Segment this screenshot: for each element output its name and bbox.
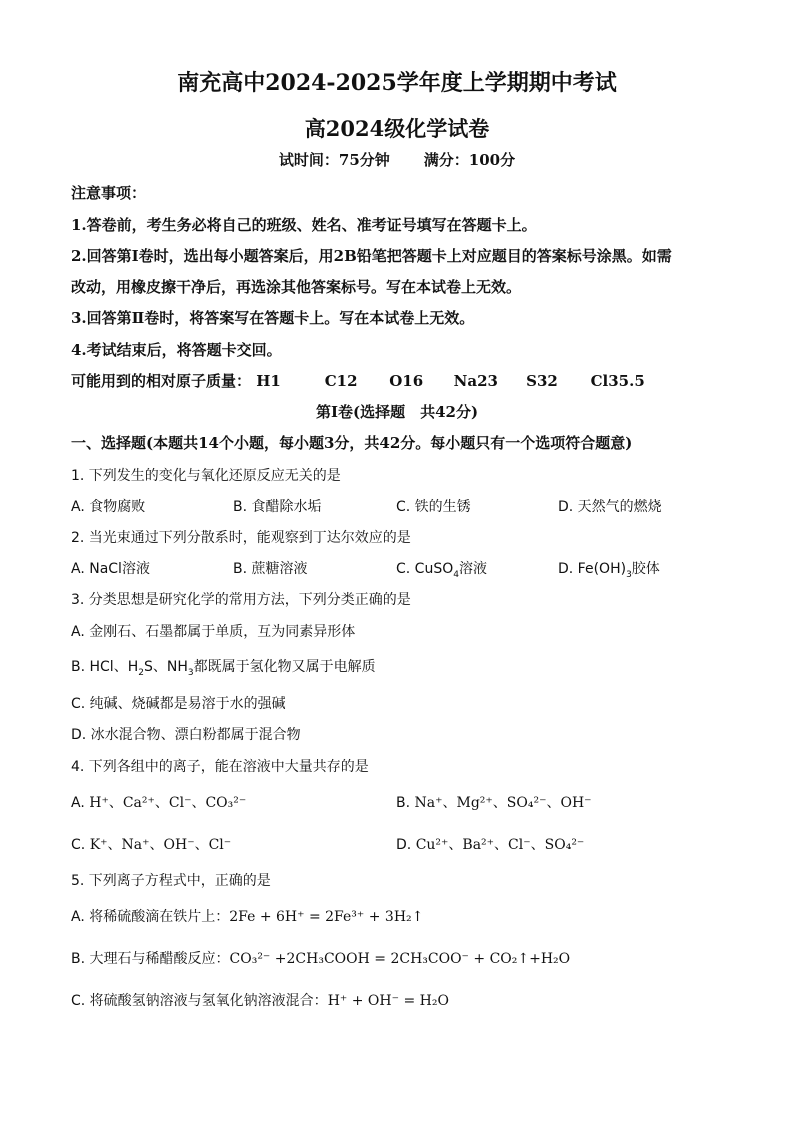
option-d: D. 天然气的燃烧 [558, 499, 662, 515]
option-b: B. 食醋除水垢 [233, 499, 322, 515]
atomic-mass-line [71, 370, 645, 391]
option-a [71, 792, 246, 812]
option-c-subscript: 4 [453, 569, 459, 580]
option-d-ions: Cu²⁺、Ba²⁺、Cl⁻、SO₄²⁻ [415, 837, 585, 853]
section-title: 第Ⅰ卷(选择题 共42分) [315, 403, 479, 421]
option-b [71, 656, 376, 678]
atomic-mass: S32 [526, 372, 558, 390]
atomic-mass: O16 [389, 372, 424, 390]
option-d-text: D. Fe(OH) [558, 561, 627, 577]
atomic-mass: Na23 [453, 372, 498, 390]
option-d-suffix: 胶体 [631, 561, 660, 577]
option-a-label: A. [71, 795, 85, 811]
option-b-text: 都既属于氢化物又属于电解质 [193, 659, 376, 675]
notice-item: 改动，用橡皮擦干净后，再选涂其他答案标号。写在本试卷上无效。 [71, 278, 522, 296]
option-c-ions: K⁺、Na⁺、OH⁻、Cl⁻ [89, 837, 232, 853]
option-b-label: B. [396, 795, 411, 811]
option-d [396, 834, 584, 854]
option-d-subscript: 3 [626, 569, 632, 580]
exam-score: 满分：100分 [423, 151, 516, 169]
option-d-label: D. [396, 837, 412, 853]
option-b-ions: Na⁺、Mg²⁺、SO₄²⁻、OH⁻ [414, 795, 592, 811]
question-stem: 2. 当光束通过下列分散系时，能观察到丁达尔效应的是 [71, 530, 411, 546]
notice-item: 1.答卷前，考生务必将自己的班级、姓名、准考证号填写在答题卡上。 [71, 216, 537, 234]
atomic-mass: C12 [324, 372, 358, 390]
option-d: D. 冰水混合物、漂白粉都属于混合物 [71, 727, 301, 743]
question-stem: 5. 下列离子方程式中，正确的是 [71, 873, 271, 889]
option-c-text: C. 将硫酸氢钠溶液与氢氧化钠溶液混合： [71, 993, 328, 1009]
option-a-equation: 2Fe + 6H⁺ = 2Fe³⁺ + 3H₂↑ [229, 909, 424, 925]
option-d [558, 558, 660, 580]
question-stem: 1. 下列发生的变化与氧化还原反应无关的是 [71, 468, 341, 484]
option-c: C. 纯碱、烧碱都是易溶于水的强碱 [71, 696, 286, 712]
option-a-ions: H⁺、Ca²⁺、Cl⁻、CO₃²⁻ [89, 795, 247, 811]
atomic-mass: Cl35.5 [590, 372, 645, 390]
exam-meta [0, 149, 794, 170]
option-c-suffix: 溶液 [458, 561, 487, 577]
notice-item: 3.回答第Ⅱ卷时，将答案写在答题卡上。写在本试卷上无效。 [71, 309, 475, 327]
section-instruction: 一、选择题(本题共14个小题，每小题3分，共42分。每小题只有一个选项符合题意) [71, 434, 633, 452]
option-b-subscript: 3 [187, 667, 194, 678]
option-c [396, 558, 487, 580]
atomic-mass-label: 可能用到的相对原子质量： [71, 372, 252, 390]
option-c-equation: H⁺ + OH⁻ = H₂O [327, 993, 449, 1009]
question-stem: 4. 下列各组中的离子，能在溶液中大量共存的是 [71, 759, 369, 775]
exam-time: 试时间：75分钟 [278, 151, 390, 169]
option-b [396, 792, 592, 812]
exam-subtitle: 高2024级化学试卷 [304, 116, 490, 141]
notice-heading: 注意事项： [71, 184, 147, 202]
option-c-label: C. [71, 837, 86, 853]
option-b-equation: CO₃²⁻ +2CH₃COOH = 2CH₃COO⁻ + CO₂↑+H₂O [229, 951, 571, 967]
option-b [71, 948, 570, 968]
option-b-text: B. 大理石与稀醋酸反应： [71, 951, 230, 967]
option-b: B. 蔗糖溶液 [233, 561, 308, 577]
exam-title: 南充高中2024-2025学年度上学期期中考试 [177, 70, 617, 96]
option-c [71, 990, 449, 1010]
option-c-text: C. CuSO [396, 561, 454, 577]
option-b-text: B. HCl、H [71, 659, 139, 675]
notice-item: 2.回答第Ⅰ卷时，选出每小题答案后，用2B铅笔把答题卡上对应题目的答案标号涂黑。如需 [71, 247, 672, 265]
notice-item: 4.考试结束后，将答题卡交回。 [71, 341, 282, 359]
option-b-text: S、NH [143, 659, 188, 675]
question-stem: 3. 分类思想是研究化学的常用方法，下列分类正确的是 [71, 592, 411, 608]
option-a: A. NaCl溶液 [71, 561, 150, 577]
option-a [71, 906, 423, 926]
option-c [71, 834, 231, 854]
option-c: C. 铁的生锈 [396, 499, 471, 515]
option-a: A. 食物腐败 [71, 499, 146, 515]
atomic-mass: H1 [256, 372, 281, 390]
option-a-text: A. 将稀硫酸滴在铁片上： [71, 909, 230, 925]
option-b-subscript: 2 [138, 667, 144, 678]
option-a: A. 金刚石、石墨都属于单质，互为同素异形体 [71, 624, 356, 640]
